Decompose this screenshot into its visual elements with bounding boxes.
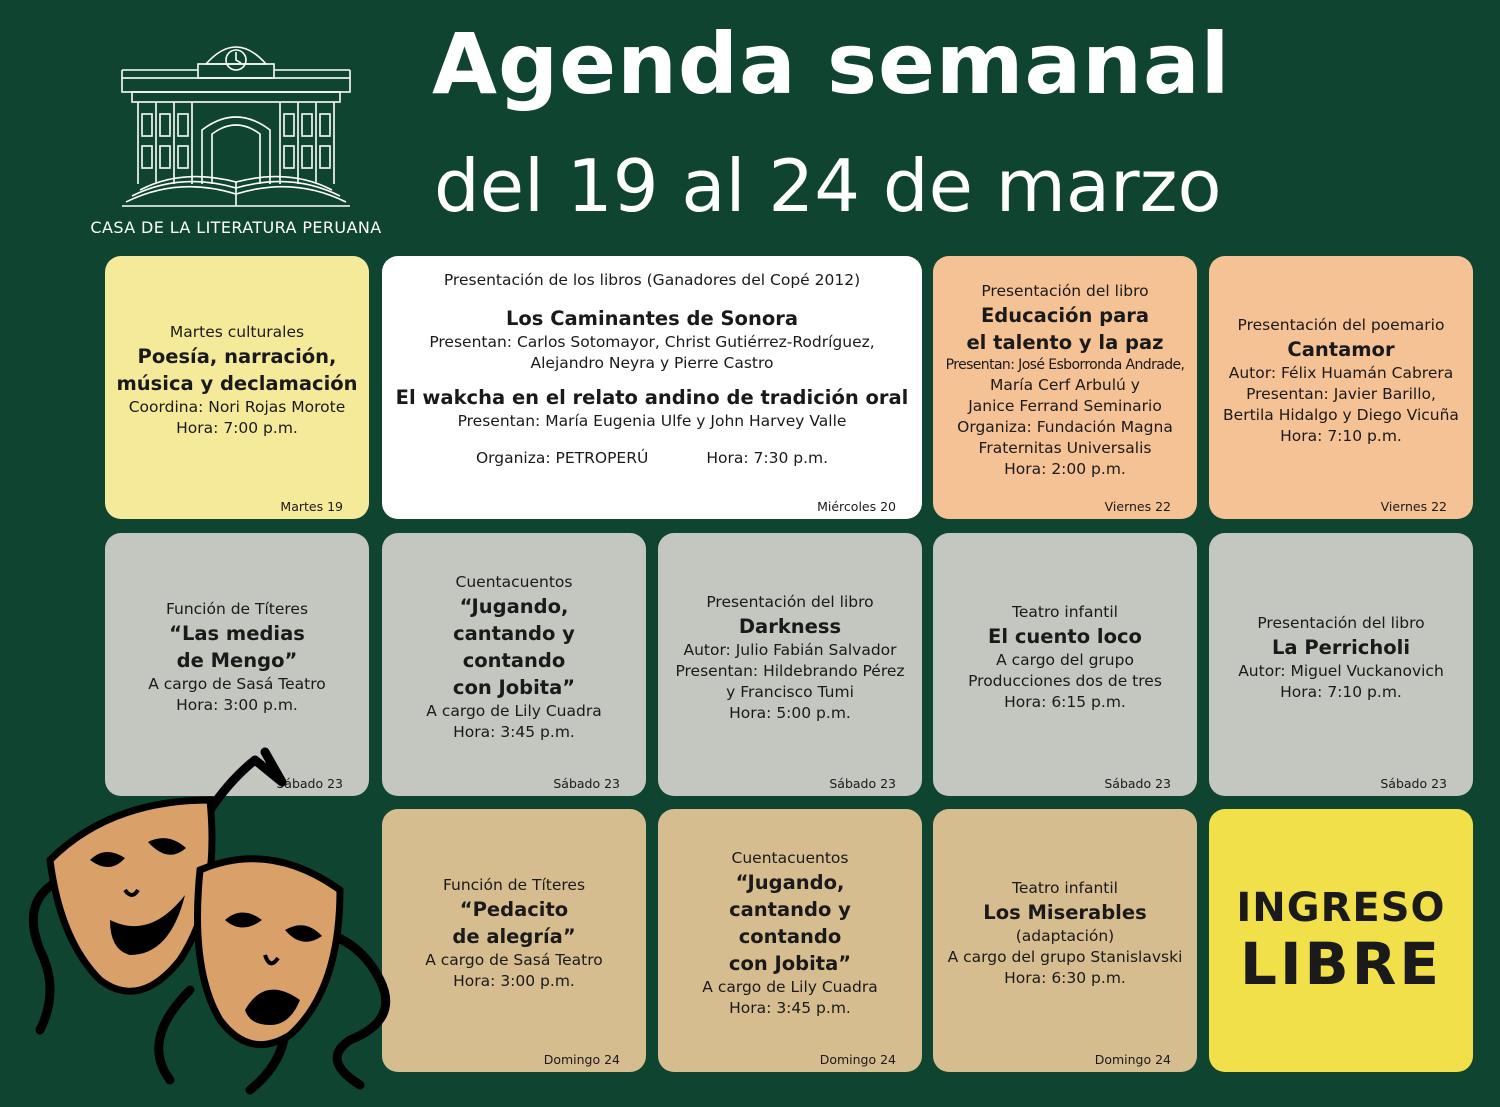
event-title: contando (462, 649, 566, 672)
event-detail: A cargo de Sasá Teatro (425, 951, 603, 969)
event-day: Sábado 23 (553, 776, 620, 791)
event-card-pedacito-de-alegria (382, 809, 646, 1072)
event-detail: A cargo del grupo (996, 651, 1134, 669)
event-detail: Presentan: José Esborronda Andrade, (945, 357, 1185, 373)
event-title: cantando y (453, 622, 575, 645)
event-kind: Cuentacuentos (455, 573, 573, 591)
event-title: con Jobita” (728, 952, 852, 975)
event-time: Hora: 7:30 p.m. (706, 449, 829, 467)
event-card-cope-2012 (382, 256, 922, 519)
event-title: cantando y (729, 898, 851, 921)
event-organizer: Organiza: PETROPERÚ (475, 449, 649, 467)
event-kind: Presentación del libro (1257, 613, 1425, 632)
event-detail: Autor: Julio Fabián Salvador (683, 640, 897, 659)
casa-literatura-logo (86, 34, 386, 244)
event-detail: Bertila Hidalgo y Diego Vicuña (1223, 405, 1459, 424)
event-detail: Presentan: Hildebrando Pérez (675, 661, 905, 680)
book-title: Los Caminantes de Sonora (505, 307, 799, 330)
event-time: Hora: 7:10 p.m. (1280, 682, 1402, 701)
building-book-logo-icon (118, 34, 354, 209)
event-title: Los Miserables (983, 901, 1147, 924)
event-time: Hora: 3:45 p.m. (729, 999, 851, 1017)
event-detail: Autor: Félix Huamán Cabrera (1228, 363, 1454, 382)
event-organizer: Organiza: Fundación Magna (957, 418, 1173, 436)
event-title: La Perricholi (1271, 635, 1410, 659)
event-day: Sábado 23 (1104, 776, 1171, 791)
event-kind: Presentación del libro (981, 282, 1149, 300)
event-title: de Mengo” (176, 649, 298, 672)
event-day: Sábado 23 (829, 776, 896, 791)
event-day: Domingo 24 (543, 1052, 620, 1067)
event-kind: Teatro infantil (1012, 879, 1118, 897)
event-organizer: Fraternitas Universalis (978, 439, 1152, 457)
event-time: Hora: 6:15 p.m. (1004, 693, 1126, 711)
ingreso-libre-badge (1209, 809, 1473, 1072)
event-kind: Cuentacuentos (731, 849, 849, 867)
event-card-perricholi (1209, 533, 1473, 796)
event-day: Sábado 23 (276, 776, 343, 791)
event-detail: Autor: Miguel Vuckanovich (1238, 661, 1444, 680)
event-day: Viernes 22 (1380, 499, 1447, 514)
event-detail: A cargo del grupo Stanislavski (947, 948, 1183, 966)
event-card-jugando-domingo (658, 809, 922, 1072)
event-day: Martes 19 (280, 499, 343, 514)
event-title: Educación para (980, 304, 1150, 327)
event-title: Cantamor (1287, 337, 1395, 361)
event-kind: Función de Títeres (165, 600, 309, 618)
event-detail: María Cerf Arbulú y (990, 376, 1140, 394)
event-title: Poesía, narración, (137, 345, 337, 368)
event-card-los-miserables (933, 809, 1197, 1072)
event-title: de alegría” (452, 925, 576, 948)
event-card-cuento-loco (933, 533, 1197, 796)
event-detail: (adaptación) (1015, 927, 1115, 945)
event-time: Hora: 3:00 p.m. (453, 972, 575, 990)
event-detail: Coordina: Nori Rojas Morote (128, 398, 346, 416)
event-kind: Función de Títeres (442, 876, 586, 894)
event-detail: Janice Ferrand Seminario (968, 397, 1162, 415)
event-title: música y declamación (116, 372, 358, 395)
logo-text: CASA DE LA LITERATURA PERUANA (90, 218, 382, 237)
ingreso-label: INGRESO (1236, 884, 1446, 931)
event-title: Darkness (738, 614, 842, 638)
event-detail: Producciones dos de tres (968, 672, 1162, 690)
event-time: Hora: 3:00 p.m. (176, 696, 298, 714)
event-title: “Jugando, (735, 871, 845, 894)
event-title: contando (738, 925, 842, 948)
event-kind: Martes culturales (169, 323, 305, 341)
event-title: El cuento loco (988, 625, 1142, 648)
page-title: Agenda semanal (432, 15, 1231, 113)
event-detail: A cargo de Lily Cuadra (426, 702, 602, 720)
event-title: “Jugando, (459, 595, 569, 618)
event-detail: A cargo de Sasá Teatro (148, 675, 326, 693)
event-detail: A cargo de Lily Cuadra (702, 978, 878, 996)
event-card-cantamor (1209, 256, 1473, 519)
event-time: Hora: 7:10 p.m. (1280, 426, 1402, 445)
event-card-martes-culturales (105, 256, 369, 519)
event-card-jugando-sabado (382, 533, 646, 796)
event-time: Hora: 3:45 p.m. (453, 723, 575, 741)
event-detail: Presentan: Carlos Sotomayor, Christ Gutiérrez-Rodríguez, (429, 333, 875, 351)
event-detail: y Francisco Tumi (726, 682, 854, 701)
event-detail: Presentan: María Eugenia Ulfe y John Harvey Valle (457, 412, 847, 430)
event-kind: Presentación del poemario (1237, 315, 1445, 334)
event-day: Domingo 24 (819, 1052, 896, 1067)
event-card-educacion (933, 256, 1197, 519)
event-day: Miércoles 20 (817, 499, 896, 514)
event-time: Hora: 5:00 p.m. (729, 703, 851, 722)
event-time: Hora: 6:30 p.m. (1004, 969, 1126, 987)
event-day: Domingo 24 (1094, 1052, 1171, 1067)
event-title: con Jobita” (452, 676, 576, 699)
event-time: Hora: 7:00 p.m. (176, 419, 298, 437)
libre-label: LIBRE (1239, 929, 1443, 998)
theater-masks-icon (20, 740, 410, 1100)
event-kind: Presentación del libro (706, 592, 874, 611)
event-day: Sábado 23 (1380, 776, 1447, 791)
event-kind: Teatro infantil (1012, 603, 1118, 621)
page-subtitle: del 19 al 24 de marzo (434, 144, 1222, 228)
event-detail: Alejandro Neyra y Pierre Castro (530, 354, 774, 372)
book-title: El wakcha en el relato andino de tradición oral (395, 386, 909, 409)
event-detail: Presentan: Javier Barillo, (1246, 384, 1436, 403)
event-card-darkness (658, 533, 922, 796)
event-title: “Pedacito (459, 898, 569, 921)
event-title: “Las medias (169, 622, 305, 645)
event-title: el talento y la paz (966, 331, 1164, 354)
event-time: Hora: 2:00 p.m. (1004, 460, 1126, 478)
event-kind: Presentación de los libros (Ganadores del Copé 2012) (443, 271, 861, 289)
event-day: Viernes 22 (1104, 499, 1171, 514)
